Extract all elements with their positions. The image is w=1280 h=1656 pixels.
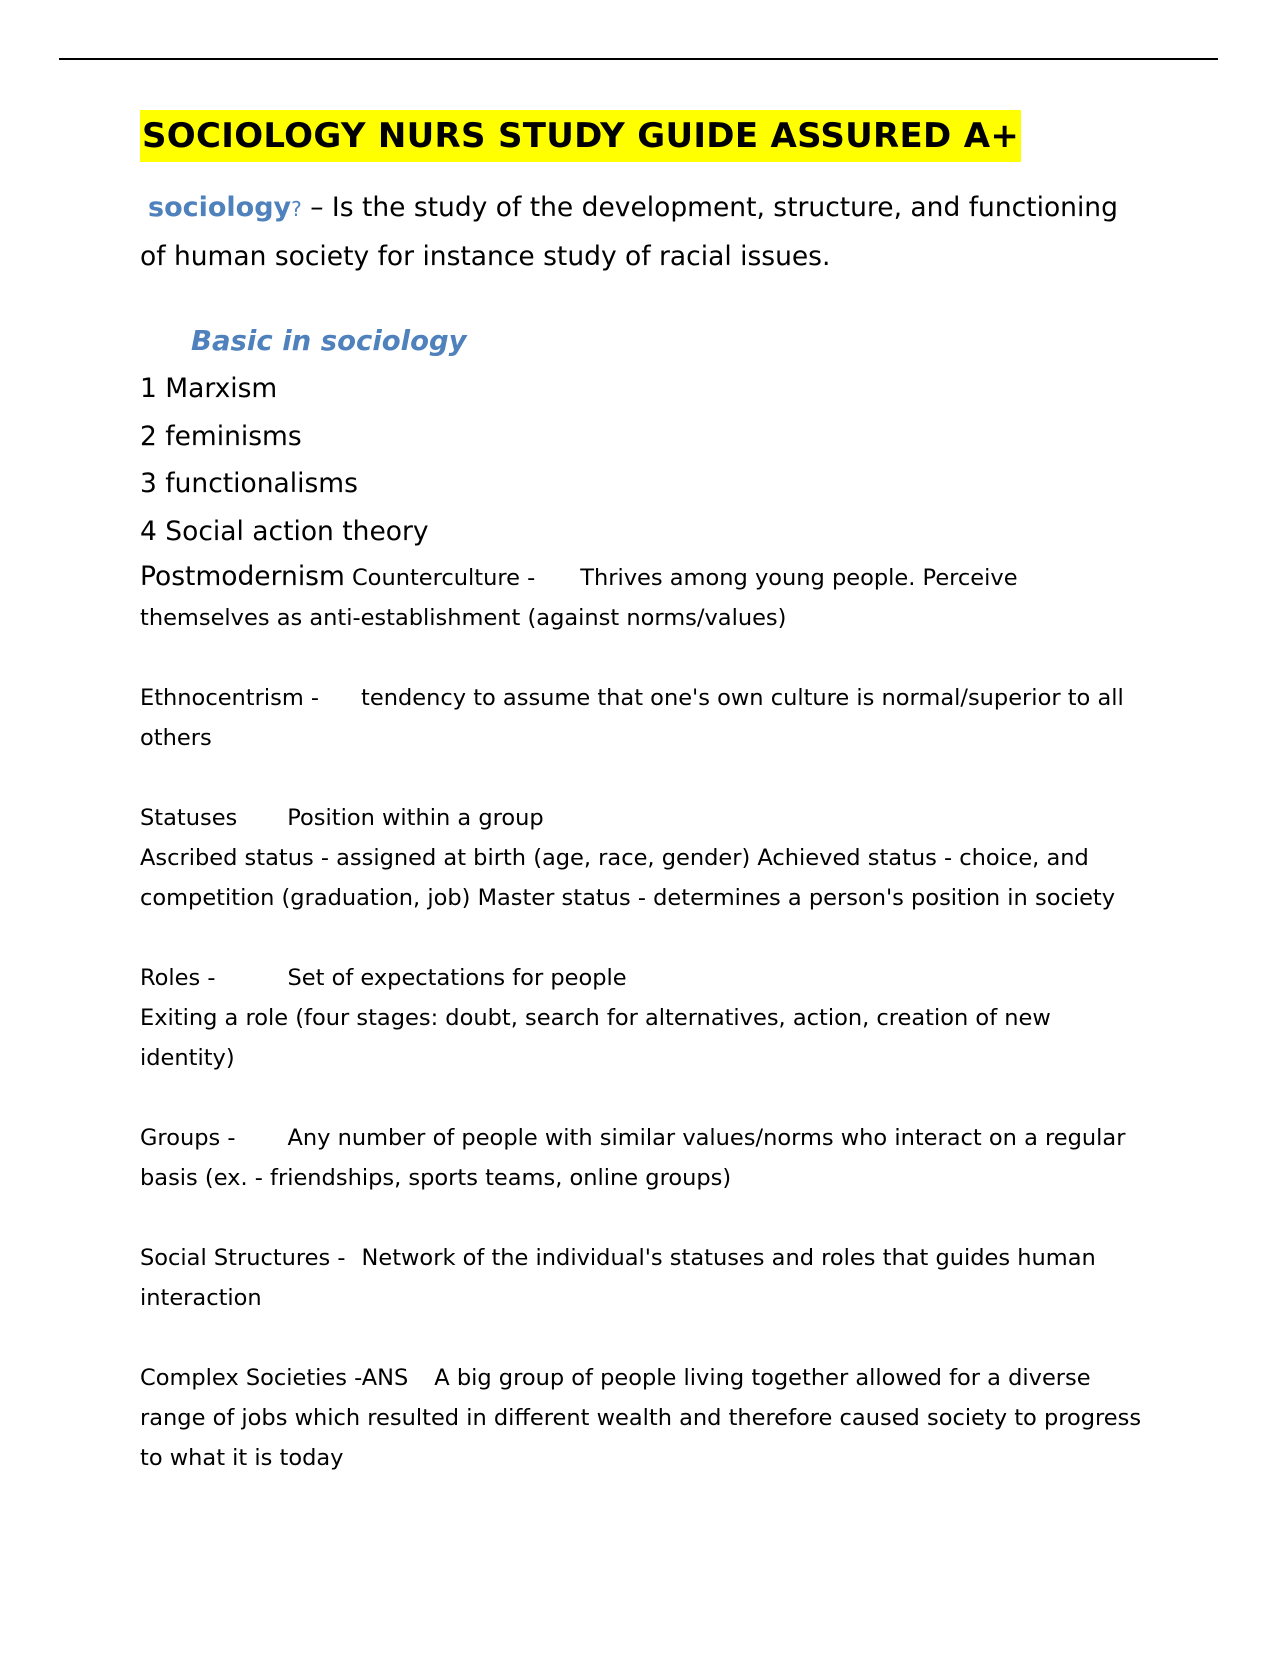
intro-term: sociology xyxy=(148,192,292,223)
roles-entry xyxy=(140,958,1150,998)
counterculture-term: Counterculture - xyxy=(351,565,536,591)
social-structures-term: Social Structures - xyxy=(140,1245,346,1271)
statuses-term: Statuses xyxy=(140,805,238,831)
theory-item: 4 Social action theory xyxy=(140,515,429,547)
roles-detail: Exiting a role (four stages: doubt, search for alternatives, action, creation of new identity) xyxy=(140,1005,1051,1071)
theory-item: 2 feminisms xyxy=(140,420,302,452)
roles-term: Roles - xyxy=(140,965,216,991)
statuses-definition: Position within a group xyxy=(287,805,544,831)
postmodernism-entry xyxy=(140,557,1150,638)
ethnocentrism-entry xyxy=(140,678,1150,758)
ethnocentrism-definition: tendency to assume that one's own culture is normal/superior to all others xyxy=(140,685,1124,751)
intro-definition xyxy=(140,184,1150,281)
intro-definition-text: – Is the study of the development, structure, and functioning of human society for instance study of racial issues. xyxy=(140,192,1118,272)
social-structures-entry xyxy=(140,1238,1150,1318)
theory-item: 1 Marxism xyxy=(140,373,278,404)
complex-societies-definition: A big group of people living together allowed for a diverse range of jobs which resulted in different wealth and therefore caused society to progress to what it is today xyxy=(140,1365,1142,1471)
groups-definition: Any number of people with similar values/norms who interact on a regular basis (ex. - friendships, sports teams, online groups) xyxy=(140,1125,1126,1191)
basic-heading: Basic in sociology xyxy=(191,325,467,357)
counterculture-definition: Thrives among young people. Perceive themselves as anti-establishment (against norms/values) xyxy=(140,565,1018,631)
postmodernism-label: Postmodernism xyxy=(140,561,345,592)
complex-societies-term: Complex Societies -ANS xyxy=(140,1365,409,1391)
social-structures-definition: Network of the individual's statuses and roles that guides human interaction xyxy=(140,1245,1096,1311)
complex-societies-entry xyxy=(140,1358,1150,1478)
document-page xyxy=(140,110,1150,1478)
header-rule xyxy=(59,58,1218,60)
roles-definition: Set of expectations for people xyxy=(287,965,627,991)
statuses-entry xyxy=(140,798,1150,838)
intro-question-mark: ? xyxy=(291,197,302,221)
theory-item: 3 functionalisms xyxy=(140,468,358,499)
theory-list xyxy=(140,365,1150,555)
groups-term: Groups - xyxy=(140,1125,236,1151)
groups-entry xyxy=(140,1118,1150,1198)
ethnocentrism-term: Ethnocentrism - xyxy=(140,685,320,711)
statuses-detail: Ascribed status - assigned at birth (age, race, gender) Achieved status - choice, and competition (graduation, job) Master status - determines a person's position in society xyxy=(140,845,1116,911)
document-title: SOCIOLOGY NURS STUDY GUIDE ASSURED A+ xyxy=(140,110,1021,162)
